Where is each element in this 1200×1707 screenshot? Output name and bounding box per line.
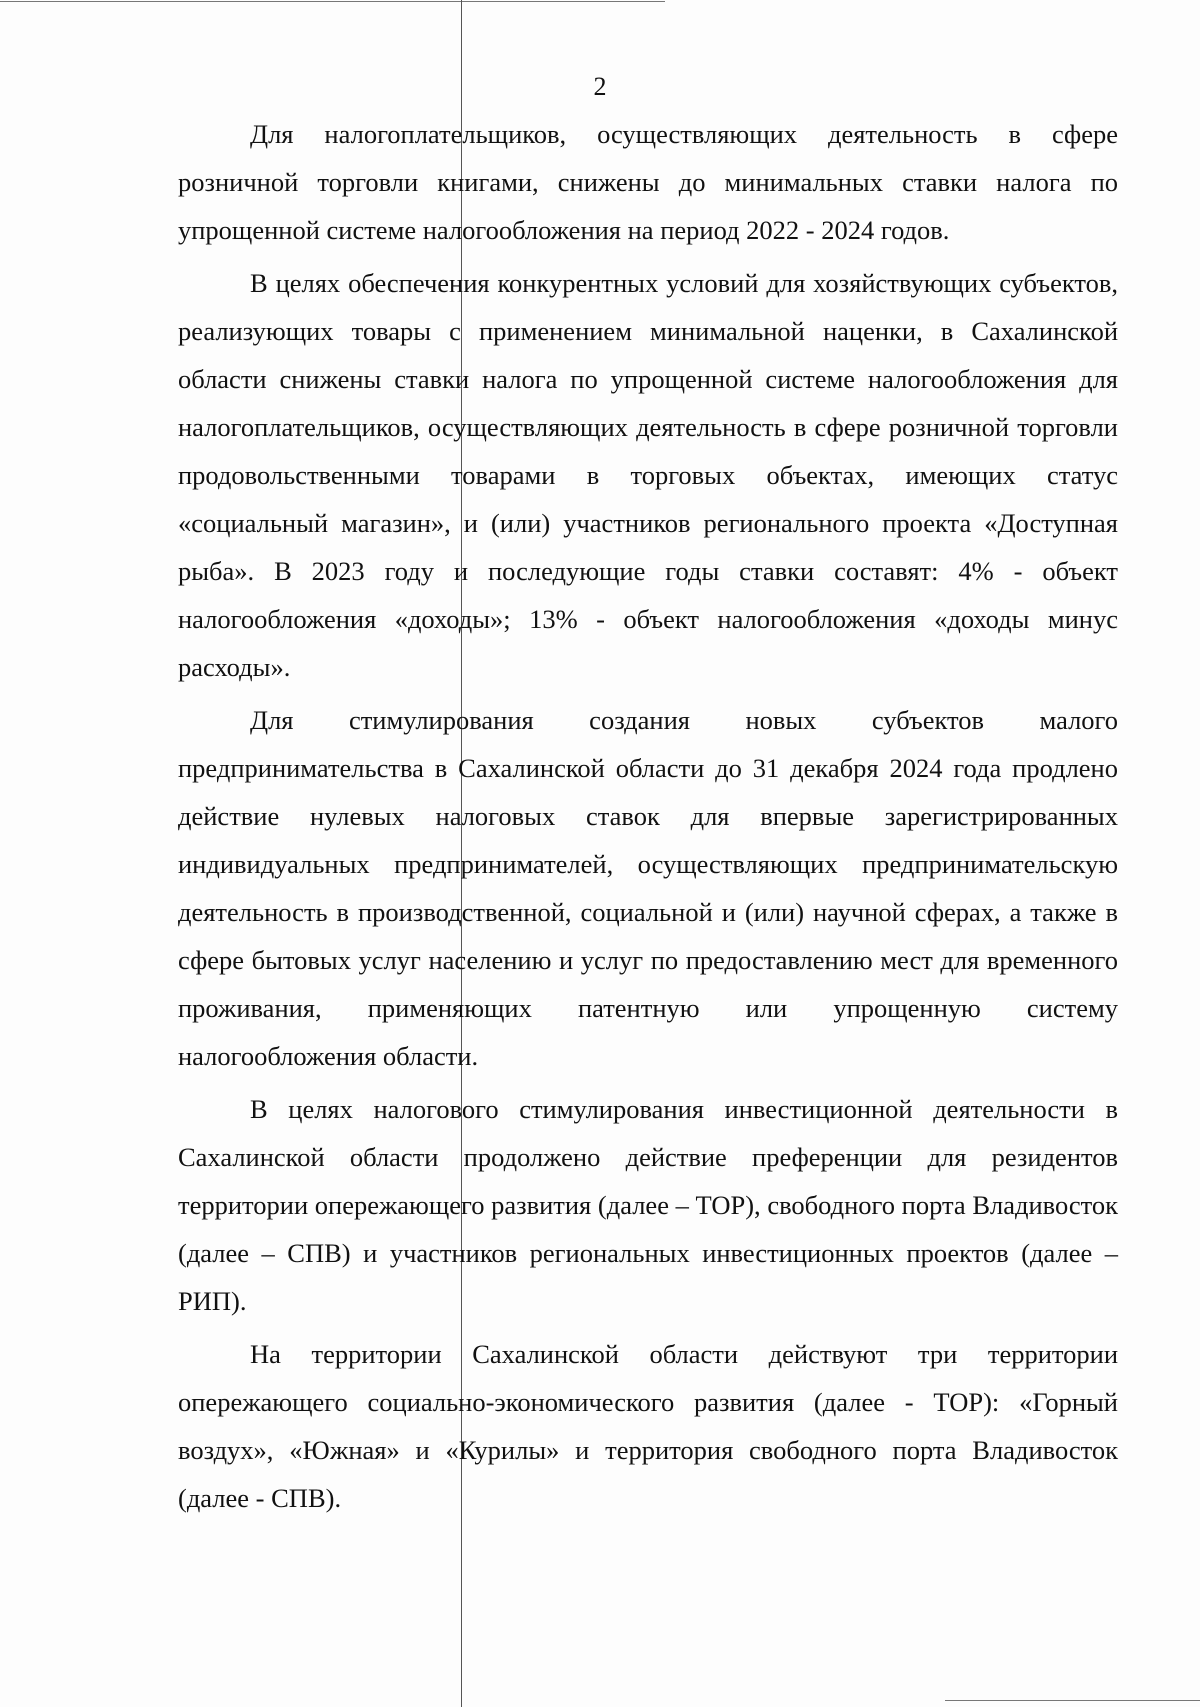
- scan-top-edge-line: [0, 1, 665, 2]
- page-number: 2: [593, 72, 607, 101]
- scan-bottom-edge-line: [945, 1700, 1200, 1701]
- paragraph-book-retail: Для налогоплательщиков, осуществляющих деятельность в сфере розничной торговли книгами, снижены до минимальных ставки налога по упрощенной системе налогообложения на период 2022 - 2024 годов.: [178, 119, 1118, 245]
- paragraph-social-store: В целях обеспечения конкурентных условий для хозяйствующих субъектов, реализующих товары с применением минимальной наценки, в Сахалинской области снижены ставки налога по упрощенной системе налогообложения для налогоплательщиков, осуществляющих деятельность в сфере розничной торговли продовольственными товарами в торговых объектах, имеющих статус «социальный магазин», и (или) участников регионального проекта «Доступная рыба». В 2023 году и последующие годы ставки составят: 4% - объект налогообложения «доходы»; 13% - объект налогообложения «доходы минус расходы».: [178, 268, 1118, 682]
- document-body: [178, 110, 1118, 1527]
- paragraph-investment: В целях налогового стимулирования инвестиционной деятельности в Сахалинской области продолжено действие преференции для резидентов территории опережающего развития (далее – ТОР), свободного порта Владивосток (далее – СПВ) и участников региональных инвестиционных проектов (далее – РИП).: [178, 1094, 1118, 1316]
- paragraph-territories: На территории Сахалинской области действуют три территории опережающего социально-экономического развития (далее - ТОР): «Горный воздух», «Южная» и «Курилы» и территория свободного порта Владивосток (далее - СПВ).: [178, 1339, 1118, 1513]
- paragraph-small-business: Для стимулирования создания новых субъектов малого предпринимательства в Сахалинской области до 31 декабря 2024 года продлено действие нулевых налоговых ставок для впервые зарегистрированных индивидуальных предпринимателей, осуществляющих предпринимательскую деятельность в производственной, социальной и (или) научной сферах, а также в сфере бытовых услуг населению и услуг по предоставлению мест для временного проживания, применяющих патентную или упрощенную систему налогообложения области.: [178, 705, 1118, 1071]
